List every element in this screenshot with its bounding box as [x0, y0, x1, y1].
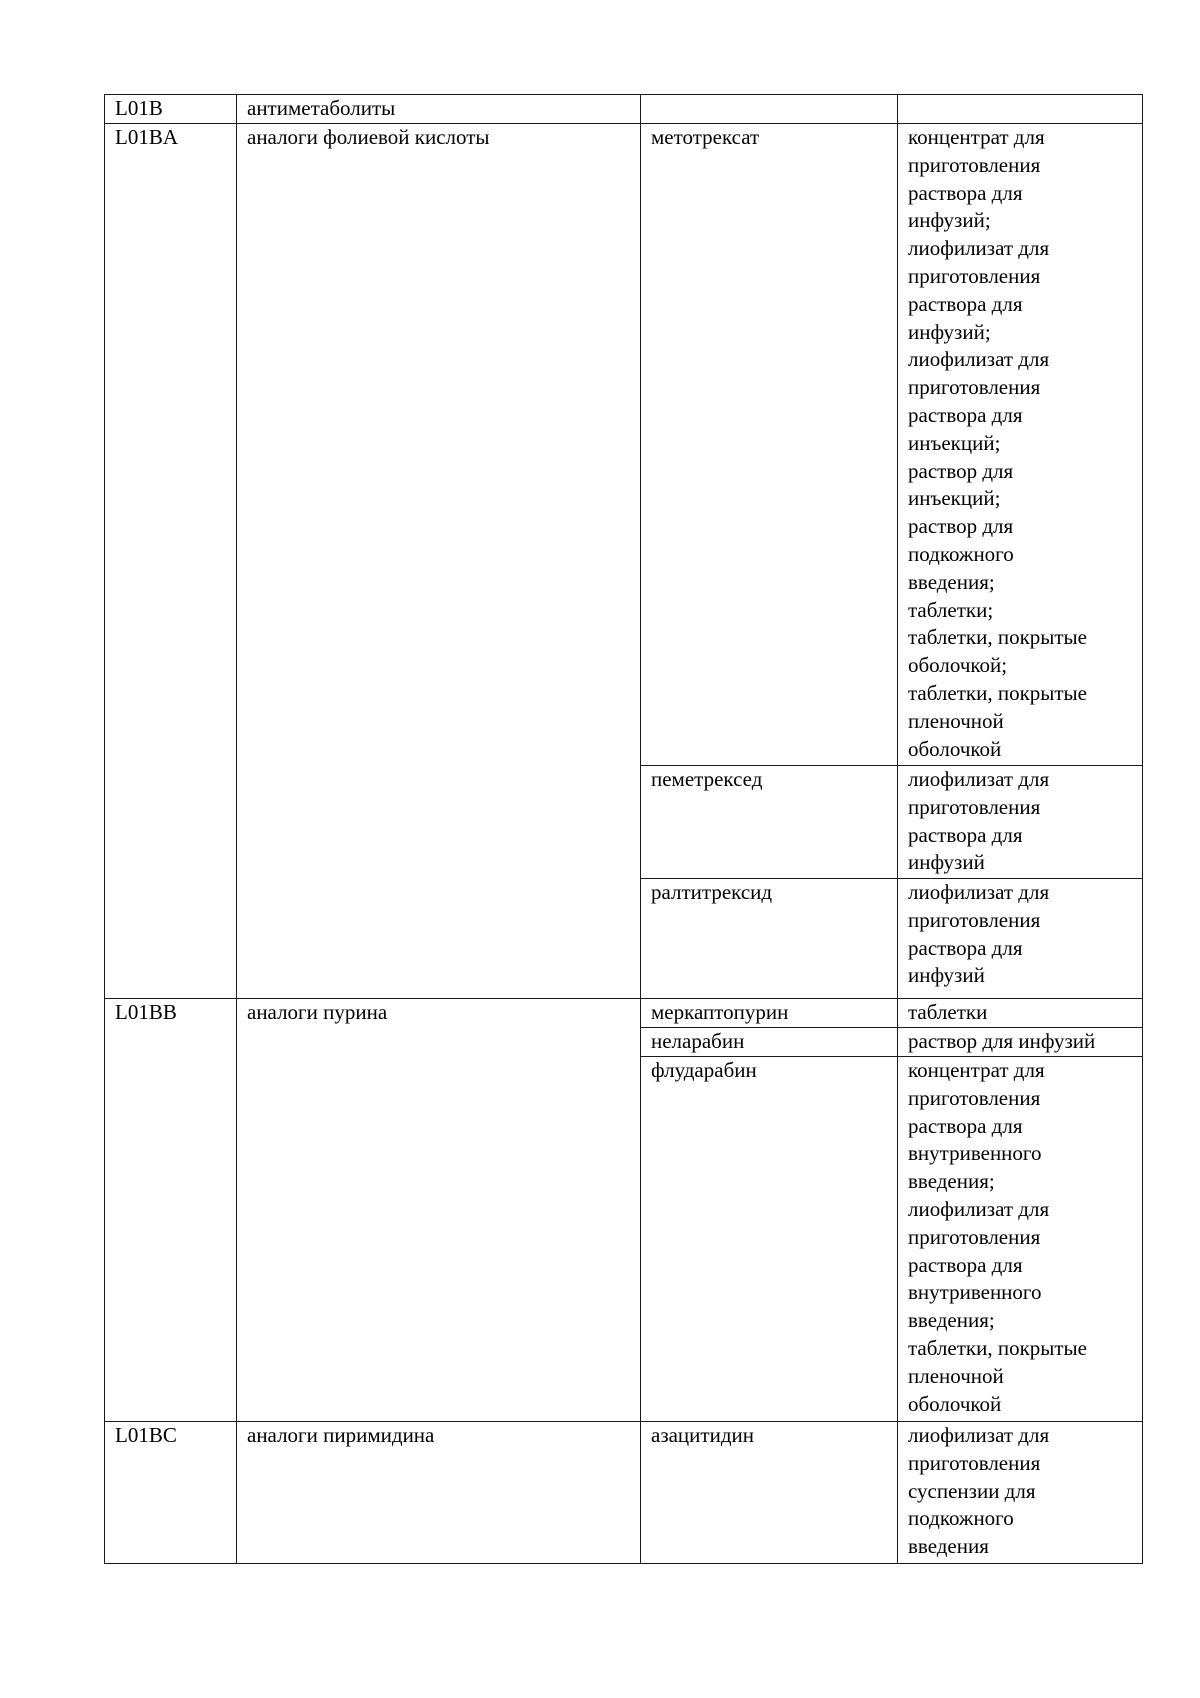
atc-group-cell: аналоги пиримидина	[237, 1422, 641, 1564]
atc-group-cell: аналоги пурина	[237, 999, 641, 1422]
dosage-form-line: лиофилизат для	[908, 1423, 1050, 1447]
table-row	[105, 999, 1143, 1028]
drug-name-cell: метотрексат	[641, 124, 898, 766]
dosage-form-line: раствора для	[908, 402, 1023, 427]
atc-code-cell: L01BC	[105, 1422, 237, 1564]
dosage-form-line: внутривенного	[908, 1280, 1042, 1305]
dosage-form-line: введения;	[908, 1308, 995, 1333]
drug-name-cell: ралтитрексид	[641, 879, 898, 999]
dosage-form-line: раствор для инфузий	[908, 1029, 1096, 1053]
dosage-form-line: раствора для	[908, 935, 1023, 960]
dosage-form-line: приготовления	[908, 1085, 1041, 1110]
dosage-form-line: оболочкой	[908, 736, 1002, 761]
dosage-form-cell	[898, 999, 1143, 1028]
dosage-form-line: суспензии для	[908, 1478, 1036, 1503]
dosage-form-line: раствора для	[908, 1113, 1023, 1138]
dosage-form-line: раствора для	[908, 822, 1023, 847]
dosage-form-line: раствора для	[908, 291, 1023, 316]
dosage-form-line: лиофилизат для	[908, 767, 1050, 791]
dosage-form-line: оболочкой;	[908, 653, 1008, 678]
atc-code-cell: L01BA	[105, 124, 237, 999]
dosage-form-line: инфузий	[908, 850, 985, 875]
dosage-form-line: приготовления	[908, 794, 1041, 819]
dosage-form-line: лиофилизат для	[908, 1196, 1050, 1221]
dosage-form-line: пленочной	[908, 1363, 1004, 1388]
dosage-form-line: приготовления	[908, 375, 1041, 400]
dosage-form-line: раствор для	[908, 514, 1014, 539]
dosage-form-line: раствора для	[908, 1252, 1023, 1277]
table-row	[105, 124, 1143, 766]
drug-name-cell	[641, 95, 898, 124]
dosage-form-line: концентрат для	[908, 1058, 1045, 1082]
dosage-form-line: приготовления	[908, 1450, 1041, 1475]
drug-table	[104, 94, 1143, 1564]
dosage-form-line: таблетки	[908, 1000, 988, 1024]
dosage-form-cell	[898, 766, 1143, 879]
dosage-form-line: таблетки, покрытые	[908, 1335, 1087, 1360]
dosage-form-line: инфузий;	[908, 319, 991, 344]
dosage-form-line: инфузий;	[908, 208, 991, 233]
dosage-form-line: инфузий	[908, 963, 985, 988]
dosage-form-line: подкожного	[908, 541, 1014, 566]
dosage-form-line: инъекций;	[908, 486, 1001, 511]
table-row	[105, 1422, 1143, 1564]
dosage-form-line: приготовления	[908, 1224, 1041, 1249]
dosage-form-line: введения	[908, 1534, 989, 1559]
dosage-form-cell	[898, 1422, 1143, 1564]
dosage-form-line: лиофилизат для	[908, 236, 1050, 261]
dosage-form-line: таблетки;	[908, 597, 994, 622]
dosage-form-line: введения;	[908, 569, 995, 594]
dosage-form-line: подкожного	[908, 1506, 1014, 1531]
dosage-form-line: раствора для	[908, 180, 1023, 205]
dosage-form-cell	[898, 879, 1143, 999]
drug-name-cell: меркаптопурин	[641, 999, 898, 1028]
dosage-form-cell	[898, 1057, 1143, 1422]
dosage-form-line: лиофилизат для	[908, 347, 1050, 372]
dosage-form-line: раствор для	[908, 458, 1014, 483]
drug-name-cell: азацитидин	[641, 1422, 898, 1564]
table-row	[105, 95, 1143, 124]
drug-name-cell: флударабин	[641, 1057, 898, 1422]
dosage-form-line: пленочной	[908, 708, 1004, 733]
dosage-form-line: внутривенного	[908, 1141, 1042, 1166]
dosage-form-line: инъекций;	[908, 430, 1001, 455]
dosage-form-line: введения;	[908, 1169, 995, 1194]
dosage-form-line: концентрат для	[908, 125, 1045, 149]
atc-code-cell: L01BB	[105, 999, 237, 1422]
drug-name-cell: пеметрексед	[641, 766, 898, 879]
dosage-form-line: лиофилизат для	[908, 880, 1050, 904]
dosage-form-cell	[898, 124, 1143, 766]
dosage-form-line: приготовления	[908, 907, 1041, 932]
atc-group-cell: антиметаболиты	[237, 95, 641, 124]
dosage-form-line: приготовления	[908, 263, 1041, 288]
atc-group-cell: аналоги фолиевой кислоты	[237, 124, 641, 999]
dosage-form-cell	[898, 1028, 1143, 1057]
drug-name-cell: неларабин	[641, 1028, 898, 1057]
dosage-form-line: таблетки, покрытые	[908, 625, 1087, 650]
dosage-form-line: таблетки, покрытые	[908, 680, 1087, 705]
atc-code-cell: L01B	[105, 95, 237, 124]
dosage-form-line: оболочкой	[908, 1391, 1002, 1416]
dosage-form-cell	[898, 95, 1143, 124]
dosage-form-line: приготовления	[908, 152, 1041, 177]
